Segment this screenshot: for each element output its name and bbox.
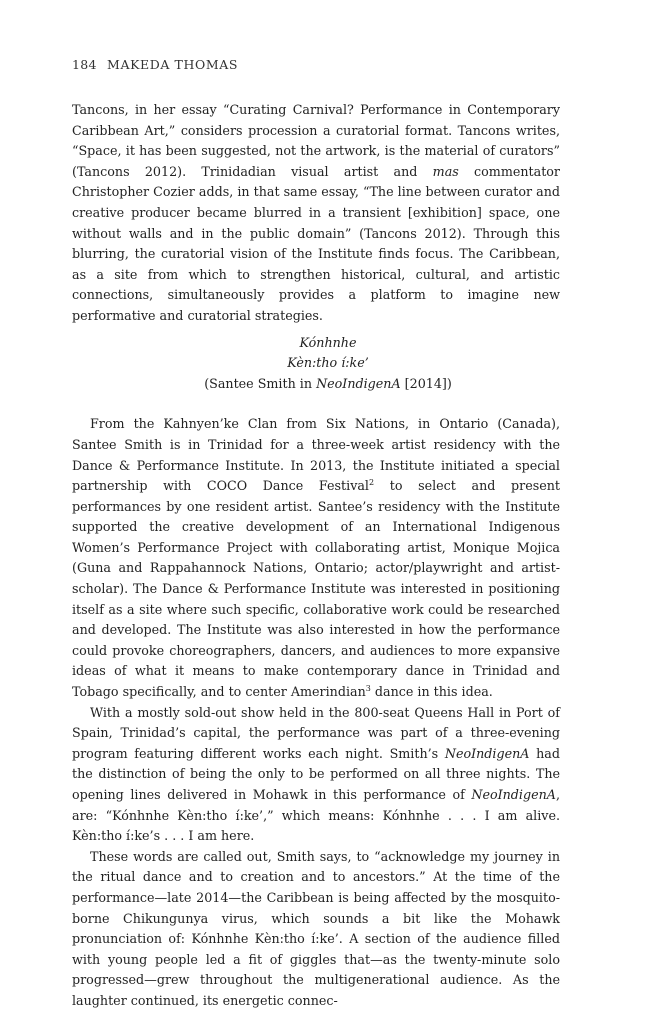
text-run: dance in this idea. xyxy=(370,684,493,700)
text-run: , are: “Kónhnhe Kèn:tho í:ke’,” which means: Kónhnhe . . . I am alive. Kèn:tho í:ke’s . . . I am here. xyxy=(72,787,560,844)
paragraph-queens-hall xyxy=(72,703,560,847)
paragraph-words-called-out xyxy=(72,847,560,1012)
paragraph-tancons xyxy=(72,100,560,327)
footnote-marker-2[interactable]: 2 xyxy=(369,478,375,488)
attribution-year: [2014]) xyxy=(400,375,452,391)
body-text xyxy=(72,100,560,1012)
epigraph-attribution xyxy=(96,374,560,395)
paragraph-kahnyenke xyxy=(72,414,560,702)
page-number: 184 xyxy=(72,57,97,72)
footnote-marker-3[interactable]: 3 xyxy=(365,684,371,694)
work-title-neoindigena: NeoIndigenA xyxy=(471,787,556,802)
running-header xyxy=(72,57,238,72)
epigraph xyxy=(72,333,560,395)
text-run: With a mostly sold-out show held in the 800-seat Queens Hall in Port of Spain, Trinidad’s capital, the performance was part of a three-evening program featuring different works each night. Smith’s xyxy=(72,704,560,761)
text-run: commentator Christopher Cozier adds, in that same essay, “The line between curator and creative producer became blurred in a transient [exhibition] space, one without walls and in the public domain” (Tancons 2012). Through this blurring, the curatorial vision of the Institute finds focus. The Caribbean, as a site from which to strengthen historical, cultural, and artistic connections, simultaneously provides a platform to imagine new performative and curatorial strategies. xyxy=(72,163,560,323)
text-run: These words are called out, Smith says, to “acknowledge my journey in the ritual dance and to creation and to ancestors.” At the time of the performance—late 2014—the Caribbean is being affected by the mosquito-borne Chikungunya virus, which sounds a bit like the Mohawk pronunciation of: Kónhnhe Kèn:tho í:ke’. A section of the audience filled with young people led a fit of giggles that—as the twenty-minute solo progressed—grew throughout the multigenerational audience. As the laughter continued, its energetic connec- xyxy=(72,848,560,1008)
italic-term-mas: mas xyxy=(432,163,459,179)
attribution-text: (Santee Smith in xyxy=(204,375,317,391)
work-title-neoindigena: NeoIndigenA xyxy=(444,745,530,761)
text-run: to select and present performances by one resident artist. Santee’s residency with the Institute supported the creative development of an International Indigenous Women’s Performance Project with collaborating artist, Monique Mojica (Guna and Rappahannock Nations, Ontario; actor/playwright and artist-scholar). The Dance & Performance Institute was interested in positioning itself as a site where such specific, collaborative work could be researched and developed. The Institute was also interested in how the performance could provoke choreographers, dancers, and audiences to more expansive ideas of what it means to make contemporary dance in Trinidad and Tobago specifically, and to center Amerindian xyxy=(72,478,560,700)
epigraph-line-2: Kèn:tho í:ke’ xyxy=(287,355,369,371)
epigraph-line-1: Kónhnhe xyxy=(299,334,357,350)
text-run: From the Kahnyen’ke Clan from Six Nations, in Ontario (Canada), Santee Smith is in Trinidad for a three-week artist residency with the Dance & Performance Institute. In 2013, the Institute initiated a special partnership with COCO Dance Festival xyxy=(72,416,560,494)
attribution-work-title: NeoIndigenA xyxy=(316,375,401,391)
text-run: Tancons, in her essay “Curating Carnival? Performance in Contemporary Caribbean Art,” considers procession a curatorial format. Tancons writes, “Space, it has been suggested, not the artwork, is the material of curators” (Tancons 2012). Trinidadian visual artist and xyxy=(72,102,560,179)
running-author: MAKEDA THOMAS xyxy=(107,57,239,72)
text-run: had the distinction of being the only to be performed on all three nights. The opening lines delivered in Mohawk in this performance of xyxy=(72,745,560,802)
